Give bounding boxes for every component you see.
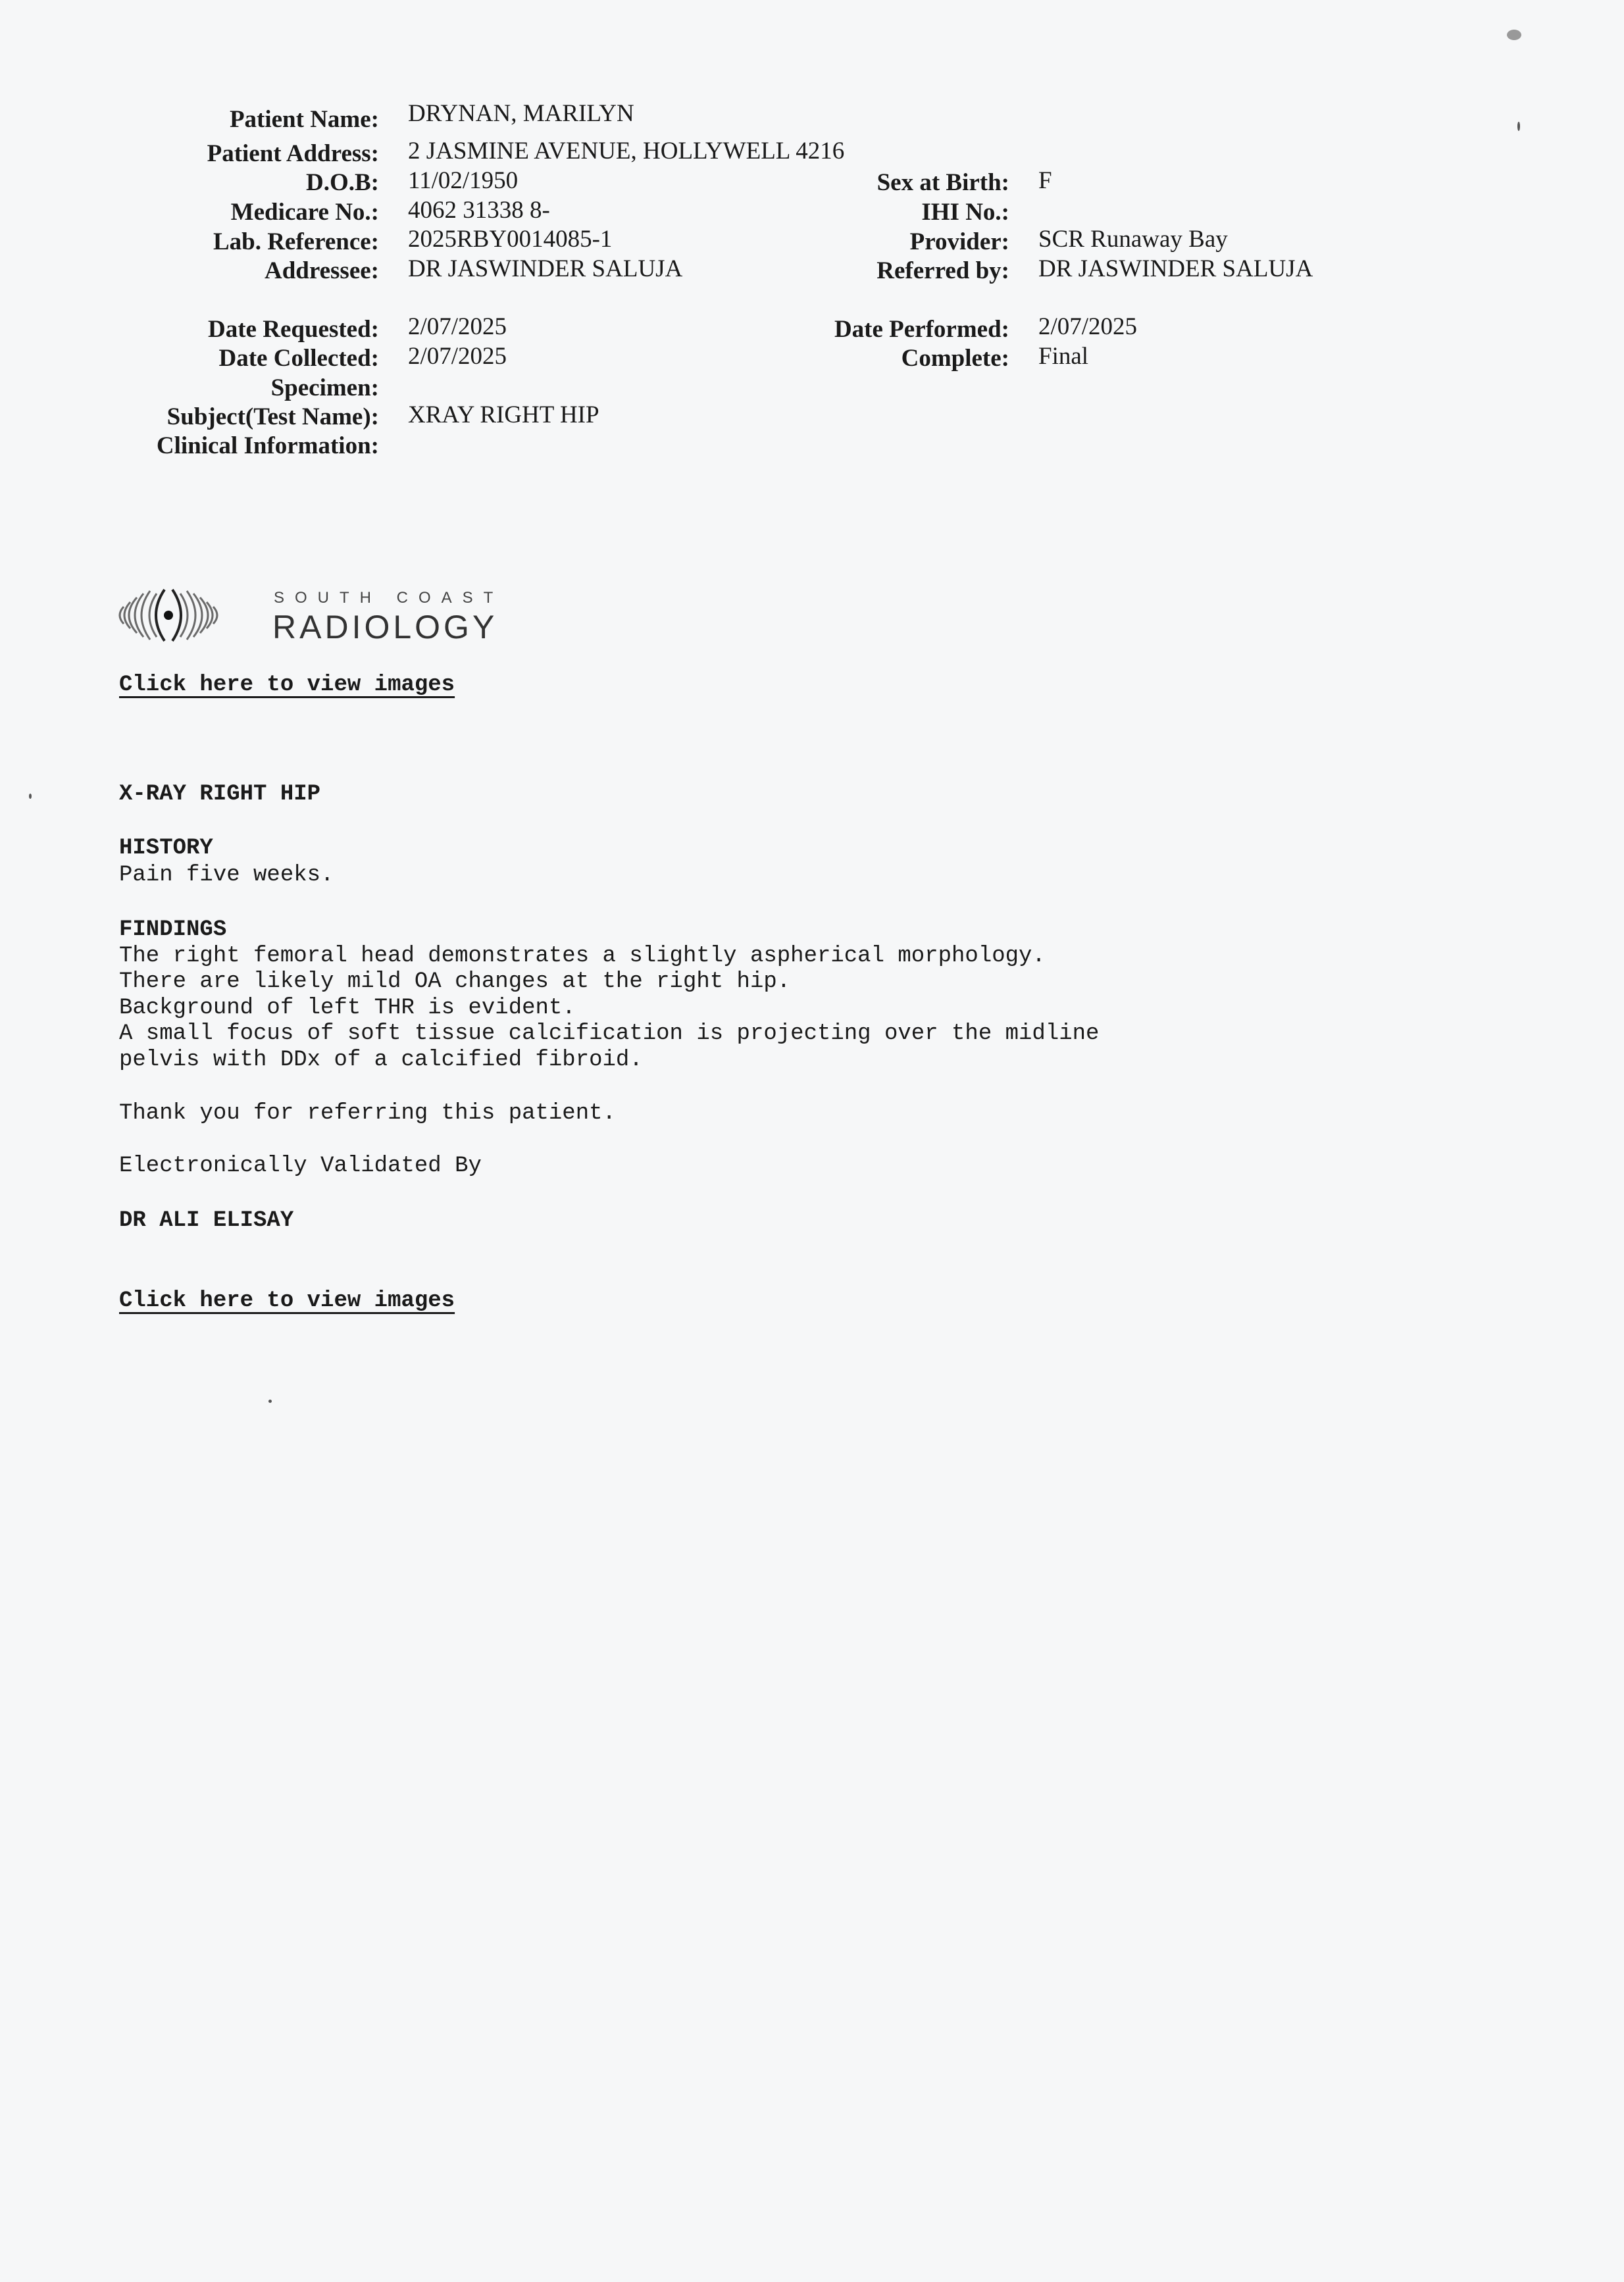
findings-line: The right femoral head demonstrates a slightly aspherical morphology. <box>119 944 1046 969</box>
patient-address-label: Patient Address: <box>207 140 379 167</box>
report-title: X-RAY RIGHT HIP <box>119 782 321 807</box>
sex-label: Sex at Birth: <box>876 169 1009 196</box>
lab-reference-label: Lab. Reference: <box>213 228 379 255</box>
subject-value: XRAY RIGHT HIP <box>408 401 599 428</box>
right-label-column <box>0 0 1009 461</box>
radar-wave-icon <box>116 579 497 651</box>
scan-speck <box>1507 30 1521 40</box>
history-text: Pain five weeks. <box>119 863 334 888</box>
thanks-text: Thank you for referring this patient. <box>119 1101 616 1126</box>
findings-heading: FINDINGS <box>119 917 227 942</box>
clinical-info-label: Clinical Information: <box>156 432 379 459</box>
patient-name-label: Patient Name: <box>229 106 379 133</box>
south-coast-radiology-logo <box>116 579 497 651</box>
date-collected-label: Date Collected: <box>218 345 379 372</box>
validated-text: Electronically Validated By <box>119 1154 482 1179</box>
addressee-label: Addressee: <box>264 257 379 284</box>
date-performed-value: 2/07/2025 <box>1038 313 1138 340</box>
findings-line: There are likely mild OA changes at the right hip. <box>119 969 791 994</box>
dob-label: D.O.B: <box>306 169 379 196</box>
ihi-label: IHI No.: <box>921 199 1009 226</box>
scan-speck <box>29 794 32 799</box>
logo-line2: RADIOLOGY <box>272 609 497 646</box>
history-heading: HISTORY <box>119 836 213 861</box>
view-images-link-top[interactable]: Click here to view images <box>119 672 455 697</box>
addressee-value: DR JASWINDER SALUJA <box>408 255 683 282</box>
date-performed-label: Date Performed: <box>834 316 1009 343</box>
lab-reference-value: 2025RBY0014085-1 <box>408 226 613 253</box>
date-requested-value: 2/07/2025 <box>408 313 507 340</box>
complete-label: Complete: <box>901 345 1009 372</box>
date-requested-label: Date Requested: <box>208 316 379 343</box>
patient-address-value: 2 JASMINE AVENUE, HOLLYWELL 4216 <box>408 138 845 165</box>
scan-speck <box>268 1400 272 1403</box>
findings-line: pelvis with DDx of a calcified fibroid. <box>119 1048 643 1073</box>
findings-line: A small focus of soft tissue calcification is projecting over the midline <box>119 1021 1100 1046</box>
dob-value: 11/02/1950 <box>408 167 519 194</box>
medicare-label: Medicare No.: <box>230 199 379 226</box>
doctor-name: DR ALI ELISAY <box>119 1208 294 1233</box>
referred-by-value: DR JASWINDER SALUJA <box>1038 255 1313 282</box>
sex-value: F <box>1038 167 1052 194</box>
complete-value: Final <box>1038 343 1089 370</box>
patient-name-value: DRYNAN, MARILYN <box>408 100 634 127</box>
findings-line: Background of left THR is evident. <box>119 996 576 1021</box>
referred-by-label: Referred by: <box>876 257 1009 284</box>
specimen-label: Specimen: <box>270 374 379 401</box>
view-images-link-bottom[interactable]: Click here to view images <box>119 1288 455 1313</box>
provider-label: Provider: <box>909 228 1009 255</box>
right-value-column <box>1038 0 1565 461</box>
provider-value: SCR Runaway Bay <box>1038 226 1228 253</box>
date-collected-value: 2/07/2025 <box>408 343 507 370</box>
subject-label: Subject(Test Name): <box>166 403 379 430</box>
medicare-value: 4062 31338 8- <box>408 197 550 224</box>
logo-line1: SOUTH COAST <box>274 589 497 607</box>
scan-speck <box>1517 122 1520 131</box>
